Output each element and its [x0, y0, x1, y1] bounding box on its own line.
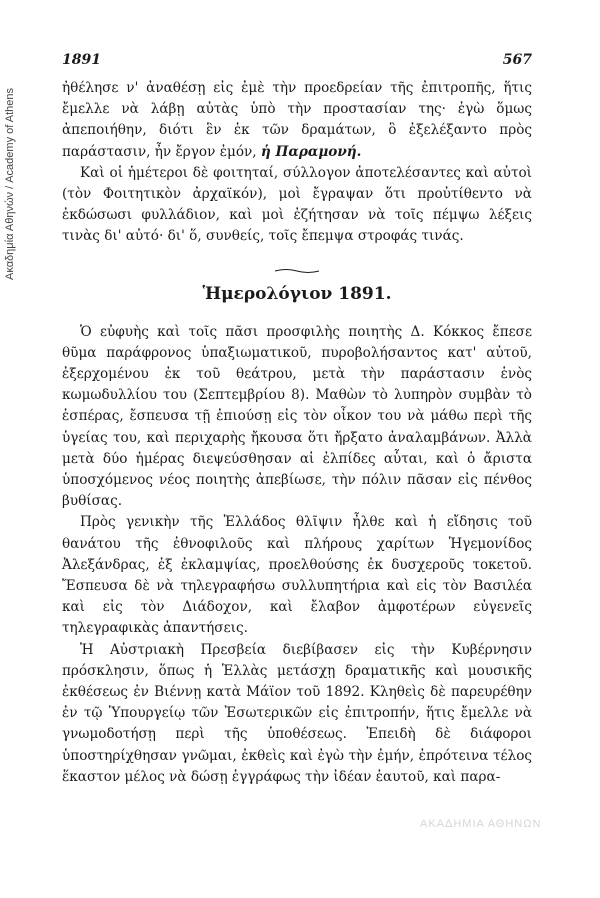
- ornamental-divider: [274, 268, 320, 274]
- play-title-emphasis: ἡ Παραμονή.: [260, 143, 362, 160]
- book-page: [62, 52, 532, 788]
- continuation-paragraph: [62, 78, 532, 163]
- students-paragraph: Καὶ οἱ ἡμέτεροι δὲ φοιτηταί, σύλλογον ἀποτελέσαντες καὶ αὐτοὶ (τὸν Φοιτητικὸν ἀρχαϊκόν), μοὶ ἔγραψαν ὅτι προὐτίθεντο νὰ ἐκδώσωσι φυλλάδιον, καὶ μοὶ ἐζήτησαν νὰ τοῖς πέμψω λέξεις τινὰς δι' αὐτό· δι' ὅ, συνθείς, τοῖς ἔπεμψα στροφάς τινάς.: [62, 164, 532, 245]
- archive-side-label: Ακαδημία Αθηνών / Academy of Athens: [4, 87, 16, 280]
- running-header-year: 1891: [62, 52, 101, 68]
- section-paragraph-3: Ἡ Αὐστριακὴ Πρεσβεία διεβίβασεν εἰς τὴν Κυβέρνησιν πρόσκλησιν, ὅπως ἡ Ἑλλὰς μετάσχῃ δραματικῆς καὶ μουσικῆς ἐκθέσεως ἐν Βιέννῃ κατὰ Μάϊον τοῦ 1892. Κληθεὶς δὲ παρευρέθην ἐν τῷ Ὑπουργείῳ τῶν Ἐσωτερικῶν εἰς ἐπιτροπήν, ἥτις ἔμελλε νὰ γνωμοδοτήσῃ περὶ τῆς ὑποθέσεως. Ἐπειδὴ δὲ διάφοροι ὑποστηρίχθησαν γνῶμαι, ἐκθεὶς καὶ ἐγὼ τὴν ἐμήν, ἐπρότεινα τέλος ἕκαστον μέλος νὰ δώσῃ ἐγγράφως τὴν ἰδέαν ἑαυτοῦ, καὶ παρα-: [62, 641, 532, 785]
- page-number: 567: [502, 52, 532, 68]
- section-title: Ἡμερολόγιον 1891.: [202, 283, 392, 304]
- section-paragraph-1: Ὁ εὐφυὴς καὶ τοῖς πᾶσι προσφιλὴς ποιητὴς Δ. Κόκκος ἔπεσε θῦμα παράφρονος ὑπαξιωματικοῦ, πυροβολήσαντος κατ' αὐτοῦ, ἐξερχομένου ἐκ τοῦ θεάτρου, μετὰ τὴν παράστασιν ἑνὸς κωμωδυλλίου του (Σεπτεμβρίου 8). Μαθὼν τὸ λυπηρὸν συμβὰν τὸ ἑσπέρας, ἔσπευσα τῇ ἐπιούσῃ εἰς τὸν οἶκον του νὰ μάθω περὶ τῆς ὑγείας του, καὶ περιχαρὴς ἤκουσα ὅτι ἤρξατο ἀναλαμβάνων. Ἀλλὰ μετὰ δύο ἡμέρας διεψεύσθησαν αἱ ἐλπίδες αὗται, καὶ ὁ ἄριστα ὑποσχόμενος νέος ποιητὴς ἀπεβίωσε, τὴν πόλιν πᾶσαν εἰς πένθος βυθίσας.: [62, 323, 532, 510]
- page-header: [62, 52, 532, 68]
- continuation-text: ἠθέλησε ν' ἀναθέσῃ εἰς ἐμὲ τὴν προεδρείαν τῆς ἐπιτροπῆς, ἥτις ἔμελλε νὰ λάβῃ αὐτὰς ὑπὸ τὴν προστασίαν της· ἐγὼ ὅμως ἀπεποιήθην, διότι ἓν ἐκ τῶν δραμάτων, ὃ ἐξελέξαντο πρὸς παράστασιν, ἦν ἔργον ἐμόν,: [62, 80, 532, 160]
- library-watermark: ΑΚΑΔΗΜΙΑ ΑΘΗΝΩΝ: [420, 818, 542, 830]
- section-paragraph-2: Πρὸς γενικὴν τῆς Ἑλλάδος θλῖψιν ἦλθε καὶ ἡ εἴδησις τοῦ θανάτου τῆς ἐθνοφιλοῦς καὶ πλήρους χαρίτων Ἡγεμονίδος Ἀλεξάνδρας, ἐξ ἐκλαμψίας, προελθούσης ἐκ δυσχεροῦς τοκετοῦ. Ἔσπευσα δὲ νὰ τηλεγραφήσω συλλυπητήρια καὶ εἰς τὸν Βασιλέα καὶ εἰς τὸν Διάδοχον, καὶ ἔλαβον ἀμφοτέρων εὐγενεῖς τηλεγραφικὰς ἀπαντήσεις.: [62, 514, 532, 637]
